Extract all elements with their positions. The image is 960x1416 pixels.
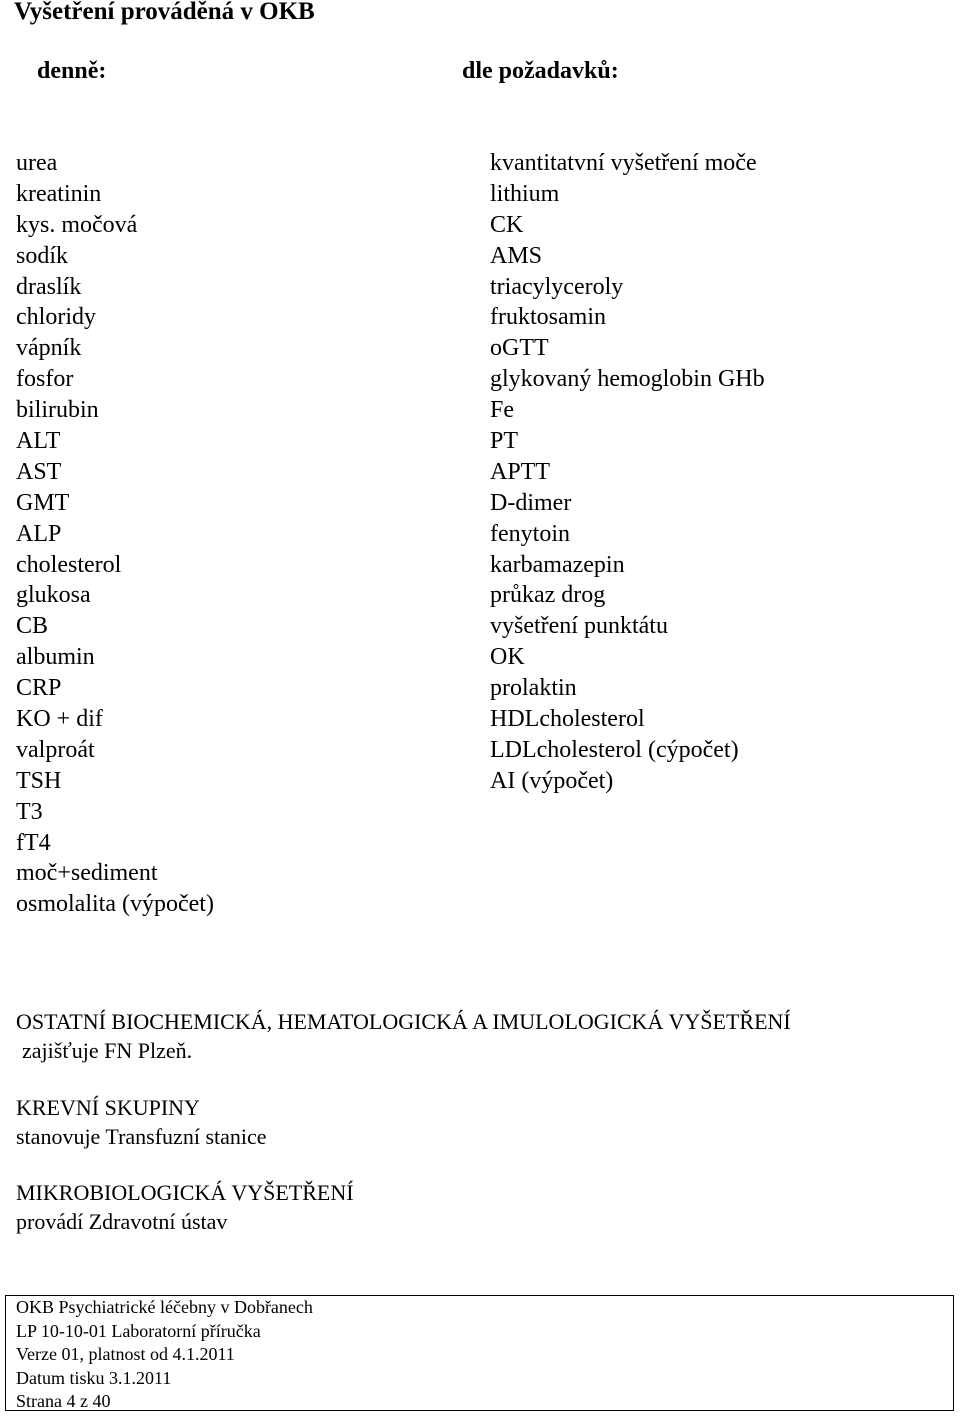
on-demand-column-header: dle požadavků: [462, 58, 619, 84]
on-demand-exam-item: D-dimer [490, 489, 572, 516]
on-demand-exam-item: vyšetření punktátu [490, 613, 668, 640]
footer-lines [16, 1296, 313, 1414]
daily-exam-item: ALT [16, 428, 61, 455]
daily-exam-item: glukosa [16, 582, 91, 609]
daily-exam-item: CB [16, 613, 49, 640]
daily-exam-item: moč+sediment [16, 860, 158, 887]
daily-exam-item: sodík [16, 242, 69, 269]
daily-exam-item: chloridy [16, 304, 96, 331]
on-demand-exam-item: kvantitatvní vyšetření moče [490, 150, 757, 176]
other-exams-heading: OSTATNÍ BIOCHEMICKÁ, HEMATOLOGICKÁ A IMULOLOGICKÁ VYŠETŘENÍ [16, 1009, 791, 1034]
on-demand-exam-item: glykovaný hemoglobin GHb [490, 366, 765, 393]
daily-exam-item: draslík [16, 273, 82, 300]
on-demand-exam-list [490, 148, 765, 797]
blood-groups-provider: stanovuje Transfuzní stanice [16, 1124, 267, 1149]
microbiology-provider: provádí Zdravotní ústav [16, 1209, 228, 1234]
on-demand-exam-item: fruktosamin [490, 304, 606, 331]
daily-exam-item: TSH [16, 767, 62, 794]
footer-print-date: Datum tisku 3.1.2011 [16, 1367, 172, 1388]
daily-exam-item: cholesterol [16, 551, 122, 578]
daily-exam-item: kys. močová [16, 211, 138, 238]
page-title: Vyšetření prováděná v OKB [14, 0, 315, 25]
on-demand-exam-item: triacylyceroly [490, 273, 624, 300]
daily-exam-item: bilirubin [16, 397, 99, 424]
on-demand-exam-item: CK [490, 211, 524, 238]
daily-exam-item: fT4 [16, 829, 51, 856]
document-footer [5, 1295, 954, 1411]
daily-exam-item: vápník [16, 335, 82, 362]
blood-groups-heading: KREVNÍ SKUPINY [16, 1095, 200, 1120]
footer-page-number: Strana 4 z 40 [16, 1391, 111, 1412]
daily-exam-item: urea [16, 150, 58, 176]
on-demand-exam-item: HDLcholesterol [490, 706, 645, 733]
footer-organization: OKB Psychiatrické léčebny v Dobřanech [16, 1297, 313, 1317]
on-demand-exam-item: prolaktin [490, 675, 577, 702]
on-demand-exam-item: LDLcholesterol (cýpočet) [490, 736, 739, 763]
on-demand-exam-item: fenytoin [490, 520, 570, 547]
other-exams-provider: zajišťuje FN Plzeň. [22, 1038, 193, 1063]
daily-exam-item: osmolalita (výpočet) [16, 891, 214, 918]
daily-exam-item: valproát [16, 736, 95, 763]
daily-exam-list [16, 148, 214, 920]
on-demand-exam-item: OK [490, 644, 525, 671]
on-demand-exam-item: karbamazepin [490, 551, 625, 578]
daily-column-header: denně: [37, 58, 107, 84]
daily-exam-item: ALP [16, 520, 62, 547]
on-demand-exam-item: Fe [490, 397, 514, 424]
footer-document-id: LP 10-10-01 Laboratorní příručka [16, 1320, 261, 1341]
daily-exam-item: albumin [16, 644, 95, 671]
daily-exam-item: T3 [16, 798, 43, 825]
daily-exam-item: GMT [16, 489, 70, 516]
on-demand-exam-item: AI (výpočet) [490, 767, 614, 794]
footer-version: Verze 01, platnost od 4.1.2011 [16, 1344, 235, 1365]
daily-exam-item: kreatinin [16, 180, 102, 207]
on-demand-exam-item: PT [490, 428, 519, 455]
daily-exam-item: CRP [16, 675, 62, 702]
on-demand-exam-item: lithium [490, 180, 560, 207]
daily-exam-item: KO + dif [16, 706, 103, 733]
on-demand-exam-item: oGTT [490, 335, 549, 362]
on-demand-exam-item: AMS [490, 242, 543, 269]
microbiology-heading: MIKROBIOLOGICKÁ VYŠETŘENÍ [16, 1180, 354, 1205]
on-demand-exam-item: APTT [490, 458, 550, 485]
on-demand-exam-item: průkaz drog [490, 582, 606, 609]
daily-exam-item: AST [16, 458, 62, 485]
daily-exam-item: fosfor [16, 366, 74, 393]
